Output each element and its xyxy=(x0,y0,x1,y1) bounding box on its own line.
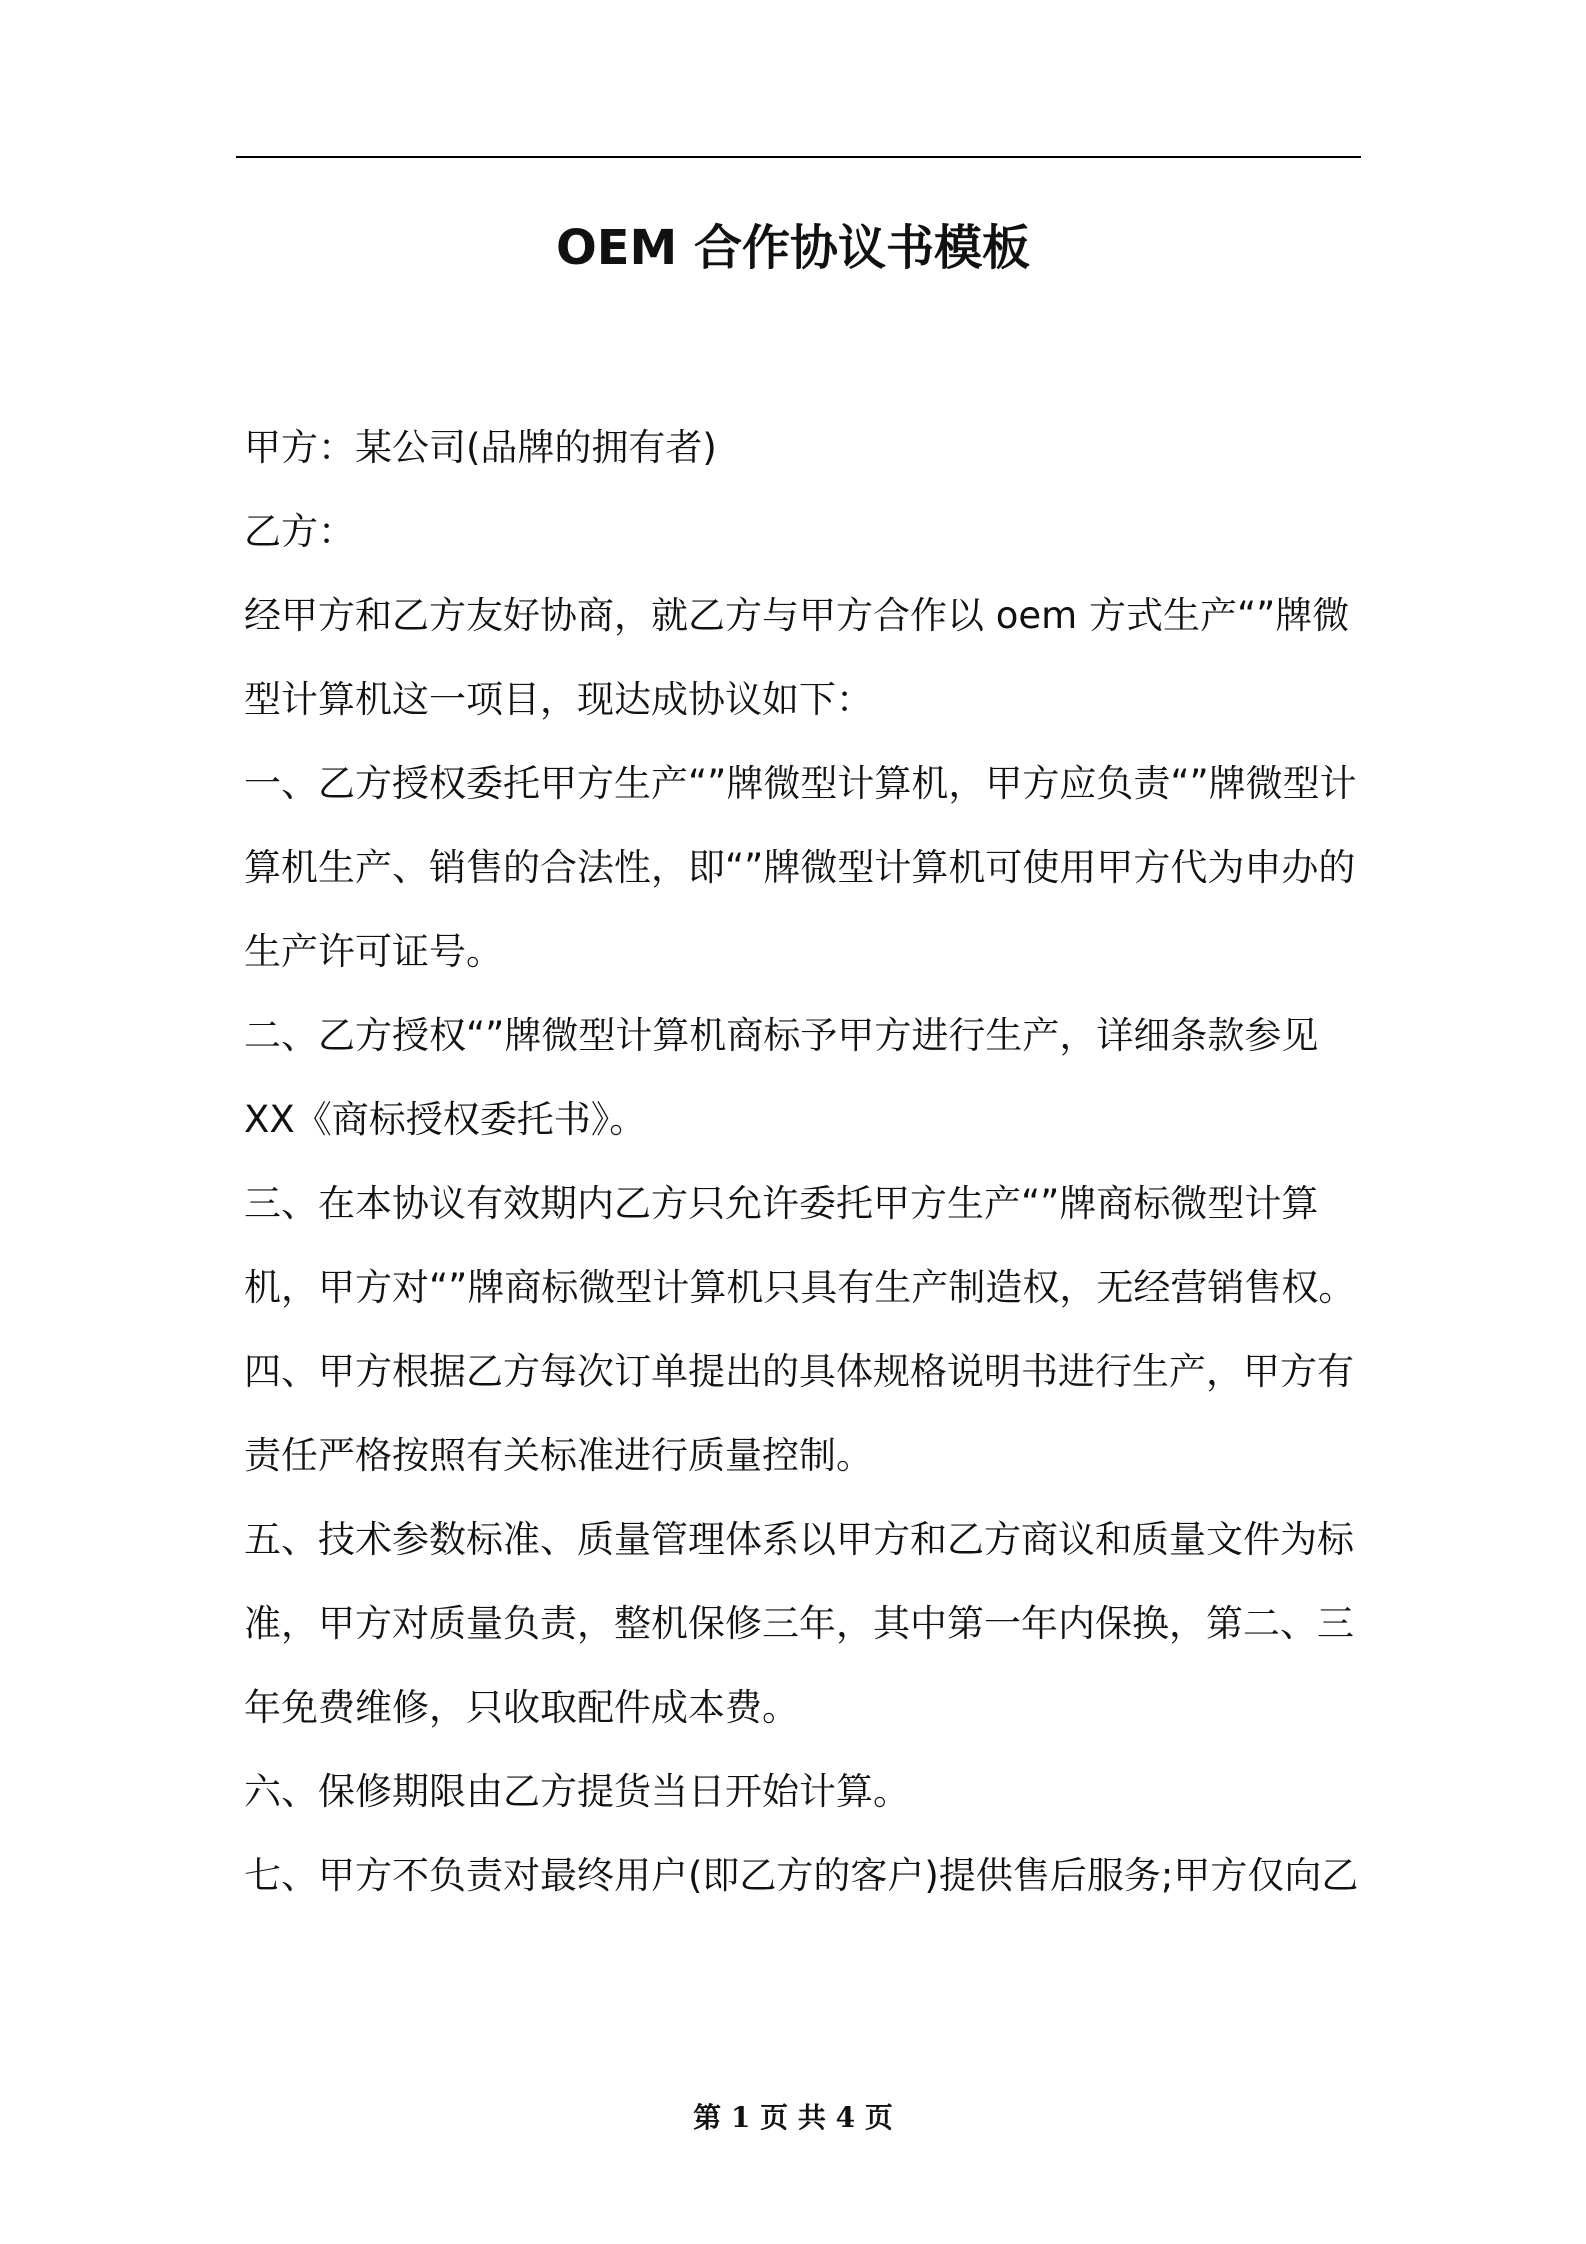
clause-1: 一、乙方授权委托甲方生产“”牌微型计算机，甲方应负责“”牌微型计算机生产、销售的合法性，即“”牌微型计算机可使用甲方代为申办的生产许可证号。 xyxy=(244,762,1357,973)
document-title: OEM 合作协议书模板 xyxy=(555,220,1031,276)
preamble-paragraph: 经甲方和乙方友好协商，就乙方与甲方合作以 oem 方式生产“”牌微型计算机这一项目，现达成协议如下： xyxy=(244,594,1350,721)
clause-5: 五、技术参数标准、质量管理体系以甲方和乙方商议和质量文件为标准，甲方对质量负责，整机保修三年，其中第一年内保换，第二、三年免费维修，只收取配件成本费。 xyxy=(244,1518,1354,1729)
party-b-line: 乙方： xyxy=(244,510,355,553)
document-body xyxy=(244,406,1359,1918)
page-number: 第 1 页 共 4 页 xyxy=(693,2101,893,2134)
clause-4: 四、甲方根据乙方每次订单提出的具体规格说明书进行生产，甲方有责任严格按照有关标准进行质量控制。 xyxy=(244,1350,1354,1477)
party-a-line: 甲方：某公司(品牌的拥有者) xyxy=(244,426,717,469)
clause-3: 三、在本协议有效期内乙方只允许委托甲方生产“”牌商标微型计算机，甲方对“”牌商标微型计算机只具有生产制造权，无经营销售权。 xyxy=(244,1182,1356,1309)
clause-6: 六、保修期限由乙方提货当日开始计算。 xyxy=(244,1770,910,1813)
header-divider xyxy=(236,156,1361,158)
clause-7: 七、甲方不负责对最终用户(即乙方的客户)提供售后服务;甲方仅向乙 xyxy=(244,1854,1359,1897)
clause-2: 二、乙方授权“”牌微型计算机商标予甲方进行生产，详细条款参见 XX《商标授权委托书》。 xyxy=(244,1014,1319,1141)
